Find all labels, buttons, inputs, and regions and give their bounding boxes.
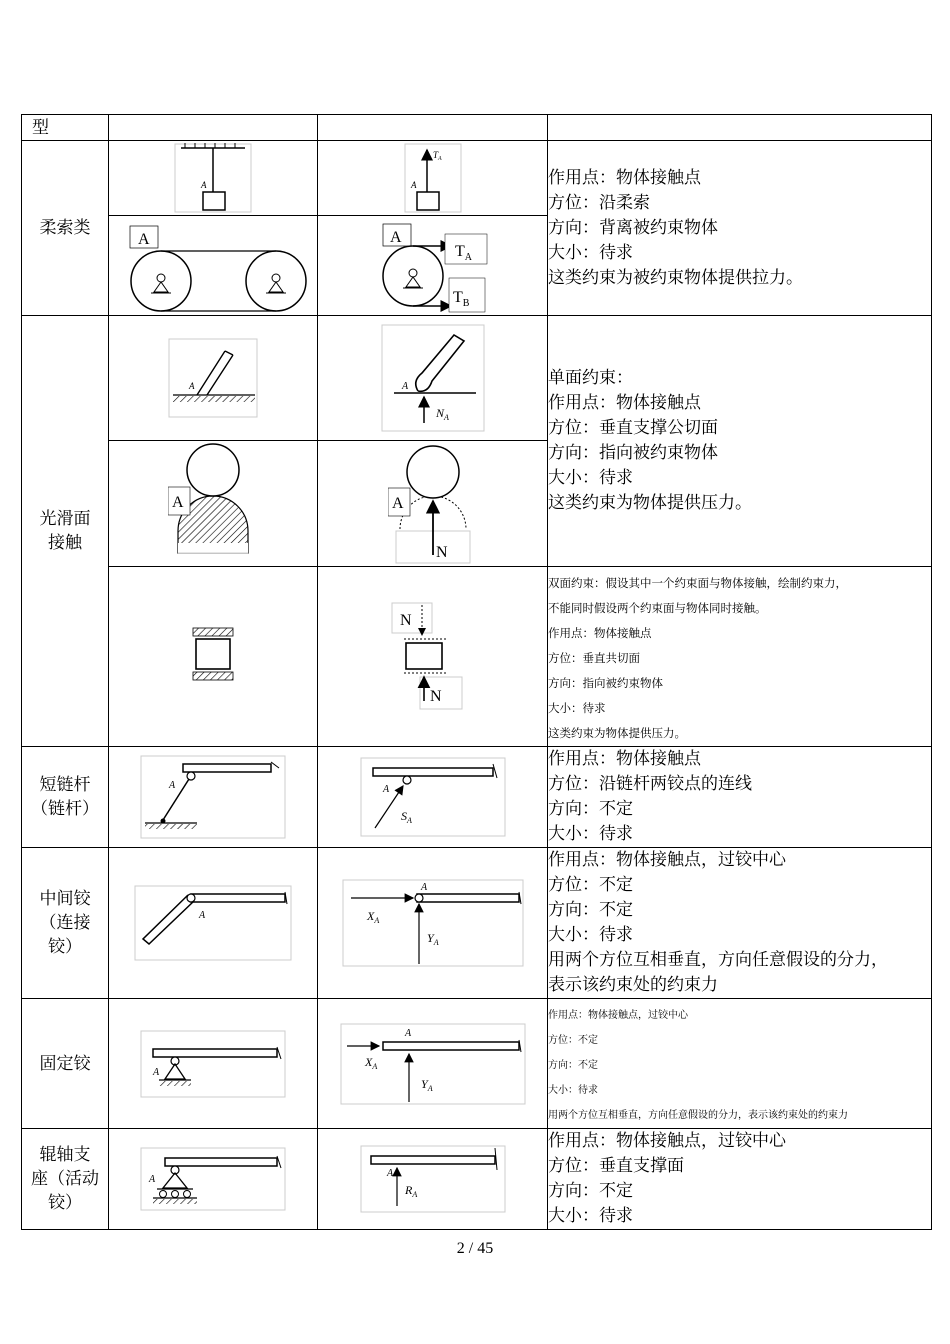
type-cell-link: 短链杆 （链杆） xyxy=(22,747,109,848)
desc-line: 方位：不定 xyxy=(548,875,633,895)
figure-hinge xyxy=(109,848,318,999)
table-row xyxy=(22,141,932,216)
desc-line: 双面约束：假设其中一个约束面与物体接触，绘制约束力， xyxy=(548,576,847,590)
desc-line: 这类约束为物体提供压力。 xyxy=(548,493,752,513)
desc-line: 作用点：物体接触点，过铰中心 xyxy=(548,1010,688,1021)
type-cell-roller: 辊轴支 座（活动 铰） xyxy=(22,1129,109,1230)
figure-roller-force xyxy=(318,1129,548,1230)
desc-line: 方向：不定 xyxy=(548,1181,633,1201)
label-a: A xyxy=(169,780,176,791)
label-tb: $T_B$ xyxy=(452,288,469,309)
label-a: A xyxy=(153,1066,160,1078)
label-a: A xyxy=(391,494,404,512)
desc-line: 作用点：物体接触点，过铰中心 xyxy=(548,850,786,870)
label-a: A xyxy=(382,784,389,795)
desc-line: 大小：待求 xyxy=(548,1206,633,1226)
desc-line: 方向：不定 xyxy=(548,900,633,920)
hinge-force-diagram xyxy=(341,878,525,968)
type-cell-fixed: 固定铰 xyxy=(22,999,109,1129)
label-xa: $X_A$ xyxy=(364,1054,377,1071)
desc-line: 方向：背离被约束物体 xyxy=(548,217,718,238)
desc-line: 方位：垂直支撑面 xyxy=(548,1156,684,1176)
table-row xyxy=(22,747,932,848)
rope-force-diagram xyxy=(403,142,463,214)
label-a: A xyxy=(149,1174,156,1185)
desc-line: 这类约束为被约束物体提供拉力。 xyxy=(548,267,803,288)
table-row xyxy=(22,115,932,141)
smooth-rod-diagram xyxy=(167,337,259,419)
figure-smooth-rod xyxy=(109,316,318,441)
desc-line: 单面约束： xyxy=(548,368,633,388)
belt-force-diagram xyxy=(373,218,493,314)
label-a: A xyxy=(199,910,206,921)
type-cell-smooth: 光滑面 接触 xyxy=(22,316,109,747)
desc-smooth xyxy=(548,316,932,567)
fixed-force-diagram xyxy=(339,1022,527,1106)
desc-line: 作用点：物体接触点 xyxy=(548,626,652,640)
label-a: A xyxy=(172,493,184,511)
label-n: N xyxy=(435,543,448,561)
label-ya: $Y_A$ xyxy=(420,1076,433,1093)
desc-line: 方向：指向被约束物体 xyxy=(548,676,663,690)
type-cell-hinge: 中间铰 （连接 铰） xyxy=(22,848,109,999)
desc-line: 不能同时假设两个约束面与物体同时接触。 xyxy=(548,601,767,615)
table-row xyxy=(22,1129,932,1230)
belt-pulley-diagram xyxy=(118,218,308,314)
label-a: A xyxy=(401,381,408,392)
type-cell-rope: 柔索类 xyxy=(22,141,109,316)
page-number: 2 / 45 xyxy=(456,1240,494,1257)
label-a: A xyxy=(189,381,195,391)
roller-diagram xyxy=(139,1146,287,1212)
figure-belt-force xyxy=(318,216,548,316)
sphere-force-diagram xyxy=(388,443,478,565)
constraint-table xyxy=(21,114,932,1230)
desc-line: 方位：沿链杆两铰点的连线 xyxy=(548,774,752,794)
figure-sphere-contact xyxy=(109,441,318,567)
desc-line: 这类约束为物体提供压力。 xyxy=(548,726,686,740)
figure-rope-force xyxy=(318,141,548,216)
label-ya: $Y_A$ xyxy=(426,931,439,947)
figure-fixed-force xyxy=(318,999,548,1129)
label-n1: N xyxy=(399,611,412,629)
smooth-rod-force-diagram xyxy=(380,323,486,433)
desc-line: 用两个方位互相垂直，方向任意假设的分力， xyxy=(548,950,888,970)
label-a: A xyxy=(201,180,207,190)
desc-line: 方位：垂直支撑公切面 xyxy=(548,418,718,438)
label-a: A xyxy=(386,1168,393,1179)
desc-line: 大小：待求 xyxy=(548,1085,598,1096)
label-a: A xyxy=(410,180,416,190)
double-surface-diagram xyxy=(183,622,243,692)
sphere-contact-diagram xyxy=(168,443,258,565)
figure-hinge-force xyxy=(318,848,548,999)
desc-hinge xyxy=(548,848,932,999)
label-ta: $T_A$ xyxy=(454,242,472,263)
desc-double xyxy=(548,567,932,747)
desc-link xyxy=(548,747,932,848)
table-row xyxy=(22,567,932,747)
desc-line: 表示该约束处的约束力 xyxy=(548,975,718,995)
label-ta: $T_A$ xyxy=(432,150,442,162)
figure-belt-pulley xyxy=(109,216,318,316)
desc-line: 作用点：物体接触点，过铰中心 xyxy=(548,1131,786,1151)
double-force-diagram xyxy=(388,597,478,717)
figure-link xyxy=(109,747,318,848)
desc-rope xyxy=(548,141,932,316)
roller-force-diagram xyxy=(359,1144,507,1214)
label-a: A xyxy=(420,882,427,893)
label-n2: N xyxy=(429,687,442,705)
desc-line: 大小：待求 xyxy=(548,468,633,488)
table-row xyxy=(22,316,932,441)
table-row xyxy=(22,999,932,1129)
desc-line: 作用点：物体接触点 xyxy=(548,749,701,769)
label-ra: $R_A$ xyxy=(404,1183,417,1199)
fixed-diagram xyxy=(139,1029,287,1099)
desc-line: 作用点：物体接触点 xyxy=(548,393,701,413)
desc-line: 大小：待求 xyxy=(548,701,606,715)
type-cell: 型 xyxy=(22,115,109,141)
label-na: $N_A$ xyxy=(435,406,449,422)
desc-line: 作用点：物体接触点 xyxy=(548,167,701,188)
table-row xyxy=(22,848,932,999)
link-diagram xyxy=(139,754,287,840)
desc-fixed xyxy=(548,999,932,1129)
figure-double-force xyxy=(318,567,548,747)
label-sa: $S_A$ xyxy=(400,809,412,825)
desc-line: 方位：垂直共切面 xyxy=(548,651,640,665)
label-a: A xyxy=(404,1027,411,1039)
figure-fixed xyxy=(109,999,318,1129)
desc-line: 大小：待求 xyxy=(548,925,633,945)
figure-sphere-force xyxy=(318,441,548,567)
label-a: A xyxy=(389,228,402,246)
desc-line: 方位：沿柔索 xyxy=(548,192,650,213)
figure-double-surface xyxy=(109,567,318,747)
desc-line: 大小：待求 xyxy=(548,242,633,263)
desc-line: 方位：不定 xyxy=(548,1035,598,1046)
desc-line: 方向：不定 xyxy=(548,1060,598,1071)
link-force-diagram xyxy=(359,756,507,838)
figure-roller xyxy=(109,1129,318,1230)
desc-line: 方向：指向被约束物体 xyxy=(548,443,718,463)
rope-hanging-diagram xyxy=(173,142,253,214)
desc-line: 方向：不定 xyxy=(548,799,633,819)
desc-roller xyxy=(548,1129,932,1230)
figure-smooth-rod-force xyxy=(318,316,548,441)
figure-link-force xyxy=(318,747,548,848)
label-xa: $X_A$ xyxy=(366,909,379,925)
label-a: A xyxy=(138,230,150,248)
desc-line: 用两个方位互相垂直，方向任意假设的分力，表示该约束处的约束力 xyxy=(548,1110,848,1121)
hinge-diagram xyxy=(133,884,293,962)
figure-rope-hanging xyxy=(109,141,318,216)
desc-line: 大小：待求 xyxy=(548,824,633,844)
